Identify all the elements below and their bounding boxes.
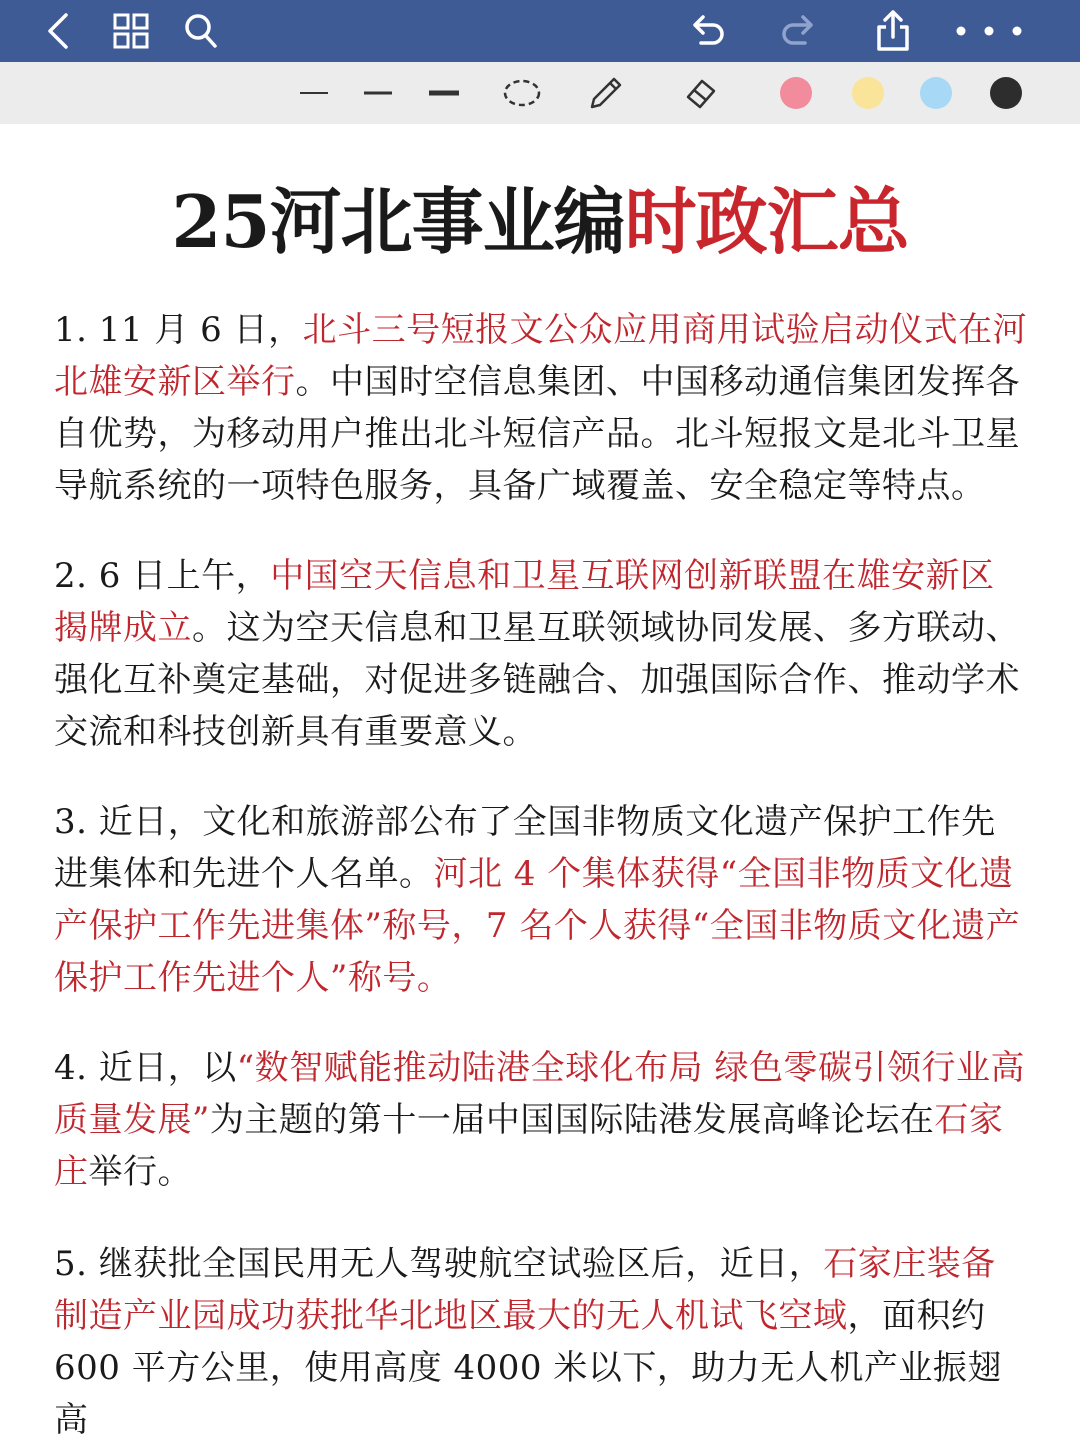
lasso-icon [502, 77, 542, 109]
item-1-prefix: 1. 11 月 6 日， [54, 310, 303, 350]
undo-button[interactable] [684, 0, 730, 62]
item-4-mid: 为主题的第十一届中国国际陆港发展高峰论坛在 [209, 1100, 935, 1140]
item-2-body: 。这为空天信息和卫星互联领域协同发展、多方联动、强化互补奠定基础，对促进多链融合、加强国际合作、推动学术交流和科技创新具有重要意义。 [54, 608, 1020, 752]
title-black-part: 25河北事业编 [171, 179, 625, 264]
color-black-swatch [990, 77, 1022, 109]
eraser-button[interactable] [678, 62, 722, 124]
undo-icon [687, 11, 727, 51]
more-icon [953, 25, 1023, 37]
item-1-highlight: 北斗三号短报文公众应用商用试验启动仪式在河北雄安新区举行 [54, 310, 1028, 402]
chevron-left-icon [44, 11, 72, 51]
document-page [0, 124, 1080, 1443]
back-button[interactable] [36, 0, 80, 62]
search-button[interactable] [178, 0, 224, 62]
item-2-prefix: 2. 6 日上午， [54, 556, 271, 596]
page-title [0, 179, 1080, 264]
color-blue-swatch [920, 77, 952, 109]
pen-toolbar [0, 62, 1080, 124]
stroke-medium-icon [363, 90, 393, 96]
item-4-body: 举行。 [88, 1152, 192, 1192]
news-item-2 [54, 550, 1029, 758]
item-1-body: 。中国时空信息集团、中国移动通信集团发挥各自优势，为移动用户推出北斗短信产品。北斗短报文是北斗卫星导航系统的一项特色服务，具备广域覆盖、安全稳定等特点。 [54, 362, 1020, 506]
title-red-part: 时政汇总 [624, 179, 909, 264]
more-button[interactable] [948, 0, 1028, 62]
pencil-button[interactable] [584, 62, 628, 124]
grid-icon [113, 13, 149, 49]
news-item-1 [54, 304, 1029, 512]
stroke-thick-icon [428, 89, 460, 97]
pencil-icon [586, 73, 626, 113]
news-item-4 [54, 1042, 1029, 1198]
share-button[interactable] [868, 0, 918, 62]
color-yellow-button[interactable] [850, 62, 886, 124]
news-item-5 [54, 1238, 1029, 1446]
grid-button[interactable] [108, 0, 154, 62]
stroke-thick-button[interactable] [424, 62, 464, 124]
search-icon [183, 12, 219, 50]
eraser-icon [680, 73, 720, 113]
color-blue-button[interactable] [918, 62, 954, 124]
lasso-button[interactable] [500, 62, 544, 124]
color-black-button[interactable] [988, 62, 1024, 124]
item-2-highlight: 中国空天信息和卫星互联网创新联盟在雄安新区揭牌成立 [54, 556, 995, 648]
color-pink-swatch [780, 77, 812, 109]
color-pink-button[interactable] [778, 62, 814, 124]
stroke-thin-button[interactable] [296, 62, 332, 124]
redo-icon [779, 11, 819, 51]
item-3-prefix: 3. 近日，文化和旅游部公布了全国非物质文化遗产保护工作先进集体和先进个人名单。 [54, 802, 996, 894]
stroke-thin-icon [299, 90, 329, 96]
item-5-prefix: 5. 继获批全国民用无人驾驶航空试验区后，近日， [54, 1244, 824, 1284]
redo-button[interactable] [776, 0, 822, 62]
item-4-highlight: “数智赋能推动陆港全球化布局 绿色零碳引领行业高质量发展” [54, 1048, 1025, 1140]
item-5-highlight: 石家庄装备制造产业园成功获批华北地区最大的无人机试飞空域 [54, 1244, 996, 1336]
item-4-highlight-2: 石家庄 [54, 1100, 1004, 1192]
stroke-medium-button[interactable] [360, 62, 396, 124]
share-icon [873, 9, 913, 53]
color-yellow-swatch [852, 77, 884, 109]
item-5-body: ，面积约 600 平方公里，使用高度 4000 米以下，助力无人机产业振翅高 [54, 1296, 1002, 1440]
item-3-highlight: 河北 4 个集体获得“全国非物质文化遗产保护工作先进集体”称号，7 名个人获得“全国非物质文化遗产保护工作先进个人”称号。 [54, 854, 1021, 998]
top-nav-bar [0, 0, 1080, 62]
item-4-prefix: 4. 近日，以 [54, 1048, 237, 1088]
news-item-3 [54, 796, 1029, 1004]
